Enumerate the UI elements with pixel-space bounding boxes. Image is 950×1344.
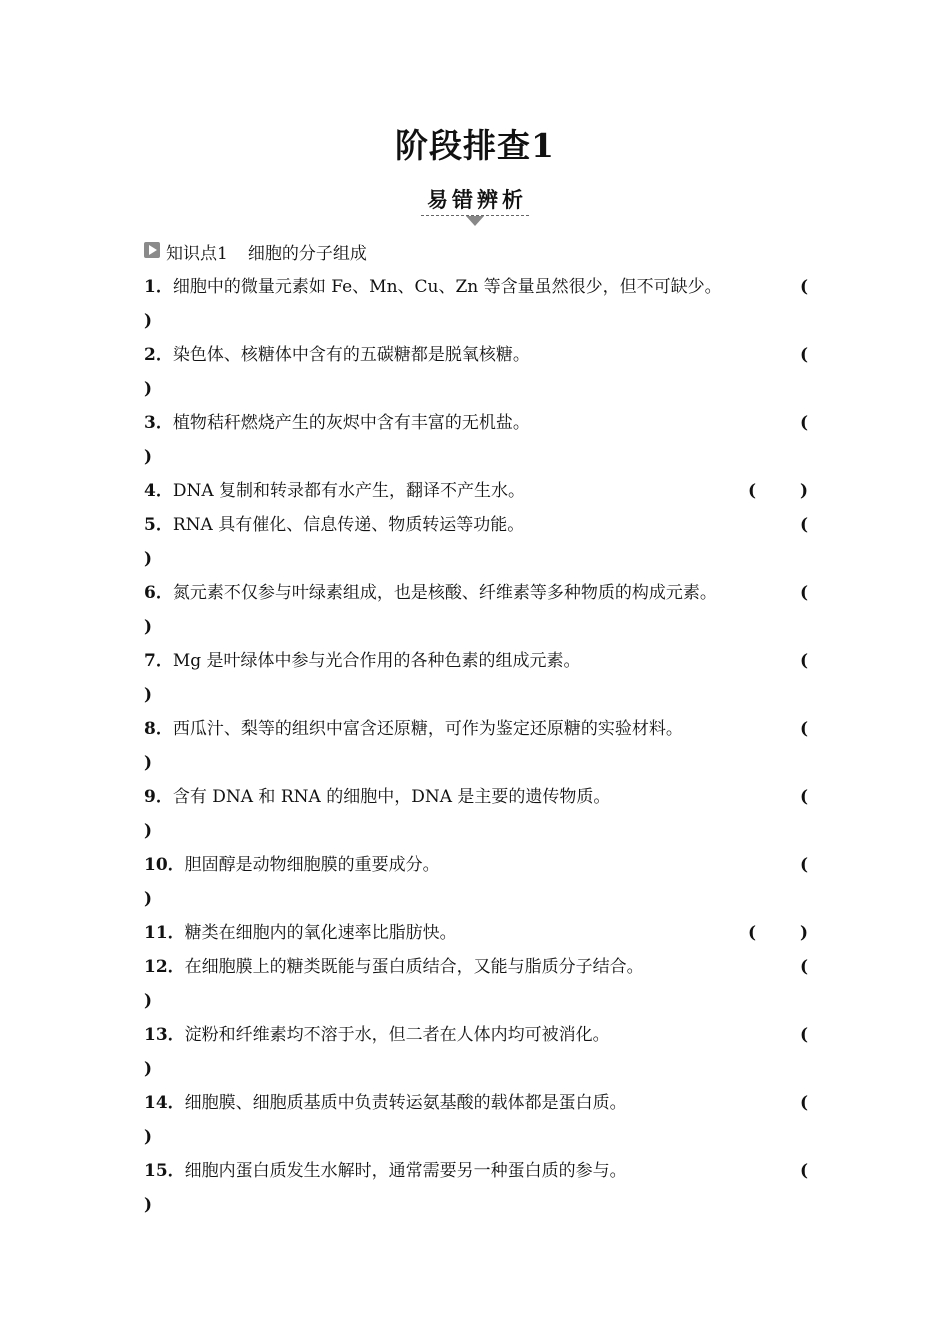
answer-bracket-close: ) [799, 923, 808, 943]
answer-bracket-open[interactable]: ( [799, 1093, 808, 1113]
question-text: 西瓜汁、梨等的组织中富含还原糖，可作为鉴定还原糖的实验材料。 [172, 719, 683, 739]
question-item [144, 508, 808, 576]
answer-bracket-open[interactable]: ( [799, 1025, 808, 1045]
answer-bracket-open: ( [748, 923, 757, 943]
triangle-down-icon [466, 216, 484, 226]
question-number: 9． [144, 787, 173, 807]
question-item [144, 270, 808, 338]
question-item [144, 712, 808, 780]
question-number: 11． [144, 923, 185, 943]
answer-bracket-close: ) [144, 311, 153, 331]
answer-bracket-open[interactable]: ( [799, 719, 808, 739]
question-text: 细胞膜、细胞质基质中负责转运氨基酸的载体都是蛋白质。 [184, 1093, 627, 1113]
answer-bracket-close: ) [144, 753, 153, 773]
question-item [144, 474, 808, 508]
question-item [144, 950, 808, 1018]
answer-bracket-close: ) [144, 549, 153, 569]
question-text: 糖类在细胞内的氧化速率比脂肪快。 [184, 923, 457, 943]
answer-bracket-close: ) [144, 447, 153, 467]
question-number: 3． [144, 413, 173, 433]
question-number: 13． [144, 1025, 185, 1045]
answer-bracket-open[interactable]: ( [799, 583, 808, 603]
page-title: 阶段排查1 [395, 126, 555, 165]
question-number: 6． [144, 583, 173, 603]
topic-label: 知识点1 [166, 243, 228, 264]
question-item [144, 1154, 808, 1222]
question-number: 4． [144, 481, 173, 501]
question-item [144, 848, 808, 916]
answer-bracket-open: ( [748, 481, 757, 501]
question-text: 细胞中的微量元素如 Fe、Mn、Cu、Zn 等含量虽然很少，但不可缺少。 [172, 277, 722, 297]
answer-bracket-open[interactable]: ( [799, 1161, 808, 1181]
question-item [144, 338, 808, 406]
answer-bracket-open[interactable]: ( [799, 277, 808, 297]
question-text: 染色体、核糖体中含有的五碳糖都是脱氧核糖。 [172, 345, 530, 365]
question-number: 1． [144, 277, 173, 297]
answer-bracket-close: ) [144, 617, 153, 637]
answer-bracket-open[interactable]: ( [799, 651, 808, 671]
question-text: 含有 DNA 和 RNA 的细胞中，DNA 是主要的遗传物质。 [172, 787, 611, 807]
section-header [0, 186, 950, 216]
question-number: 8． [144, 719, 173, 739]
answer-bracket-close: ) [799, 481, 808, 501]
question-number: 5． [144, 515, 173, 535]
question-item [144, 576, 808, 644]
question-number: 7． [144, 651, 173, 671]
question-text: 胆固醇是动物细胞膜的重要成分。 [184, 855, 440, 875]
question-text: 细胞内蛋白质发生水解时，通常需要另一种蛋白质的参与。 [184, 1161, 627, 1181]
question-text: 在细胞膜上的糖类既能与蛋白质结合，又能与脂质分子结合。 [184, 957, 644, 977]
question-list [144, 270, 808, 1222]
question-text: 氮元素不仅参与叶绿素组成，也是核酸、纤维素等多种物质的构成元素。 [172, 583, 717, 603]
question-item [144, 1086, 808, 1154]
question-number: 10． [144, 855, 185, 875]
answer-bracket-open[interactable]: ( [799, 413, 808, 433]
question-text: DNA 复制和转录都有水产生，翻译不产生水。 [172, 481, 526, 501]
section-header-label: 易错辨析 [421, 186, 529, 216]
answer-bracket-close: ) [144, 379, 153, 399]
question-text: Mg 是叶绿体中参与光合作用的各种色素的组成元素。 [172, 651, 581, 671]
answer-bracket-open[interactable]: ( [799, 345, 808, 365]
question-text: 淀粉和纤维素均不溶于水，但二者在人体内均可被消化。 [184, 1025, 610, 1045]
question-item [144, 780, 808, 848]
answer-bracket-close: ) [144, 889, 153, 909]
answer-bracket-open[interactable]: ( [799, 957, 808, 977]
topic-title: 细胞的分子组成 [247, 243, 367, 264]
question-number: 15． [144, 1161, 185, 1181]
question-text: 植物秸秆燃烧产生的灰烬中含有丰富的无机盐。 [172, 413, 530, 433]
answer-bracket-open[interactable]: ( [799, 515, 808, 535]
answer-bracket-close: ) [144, 821, 153, 841]
question-number: 14． [144, 1093, 185, 1113]
question-item [144, 406, 808, 474]
question-text: RNA 具有催化、信息传递、物质转运等功能。 [172, 515, 525, 535]
answer-bracket-close: ) [144, 1127, 153, 1147]
answer-bracket-close: ) [144, 1195, 153, 1215]
question-number: 2． [144, 345, 173, 365]
answer-bracket-close: ) [144, 991, 153, 1011]
answer-bracket-open[interactable]: ( [799, 855, 808, 875]
question-item [144, 644, 808, 712]
question-item [144, 1018, 808, 1086]
answer-bracket[interactable] [748, 916, 808, 950]
question-number: 12． [144, 957, 185, 977]
question-item [144, 916, 808, 950]
topic-heading [144, 238, 367, 264]
answer-bracket[interactable] [748, 474, 808, 508]
answer-bracket-close: ) [144, 1059, 153, 1079]
answer-bracket-open[interactable]: ( [799, 787, 808, 807]
play-icon [144, 242, 160, 258]
answer-bracket-close: ) [144, 685, 153, 705]
